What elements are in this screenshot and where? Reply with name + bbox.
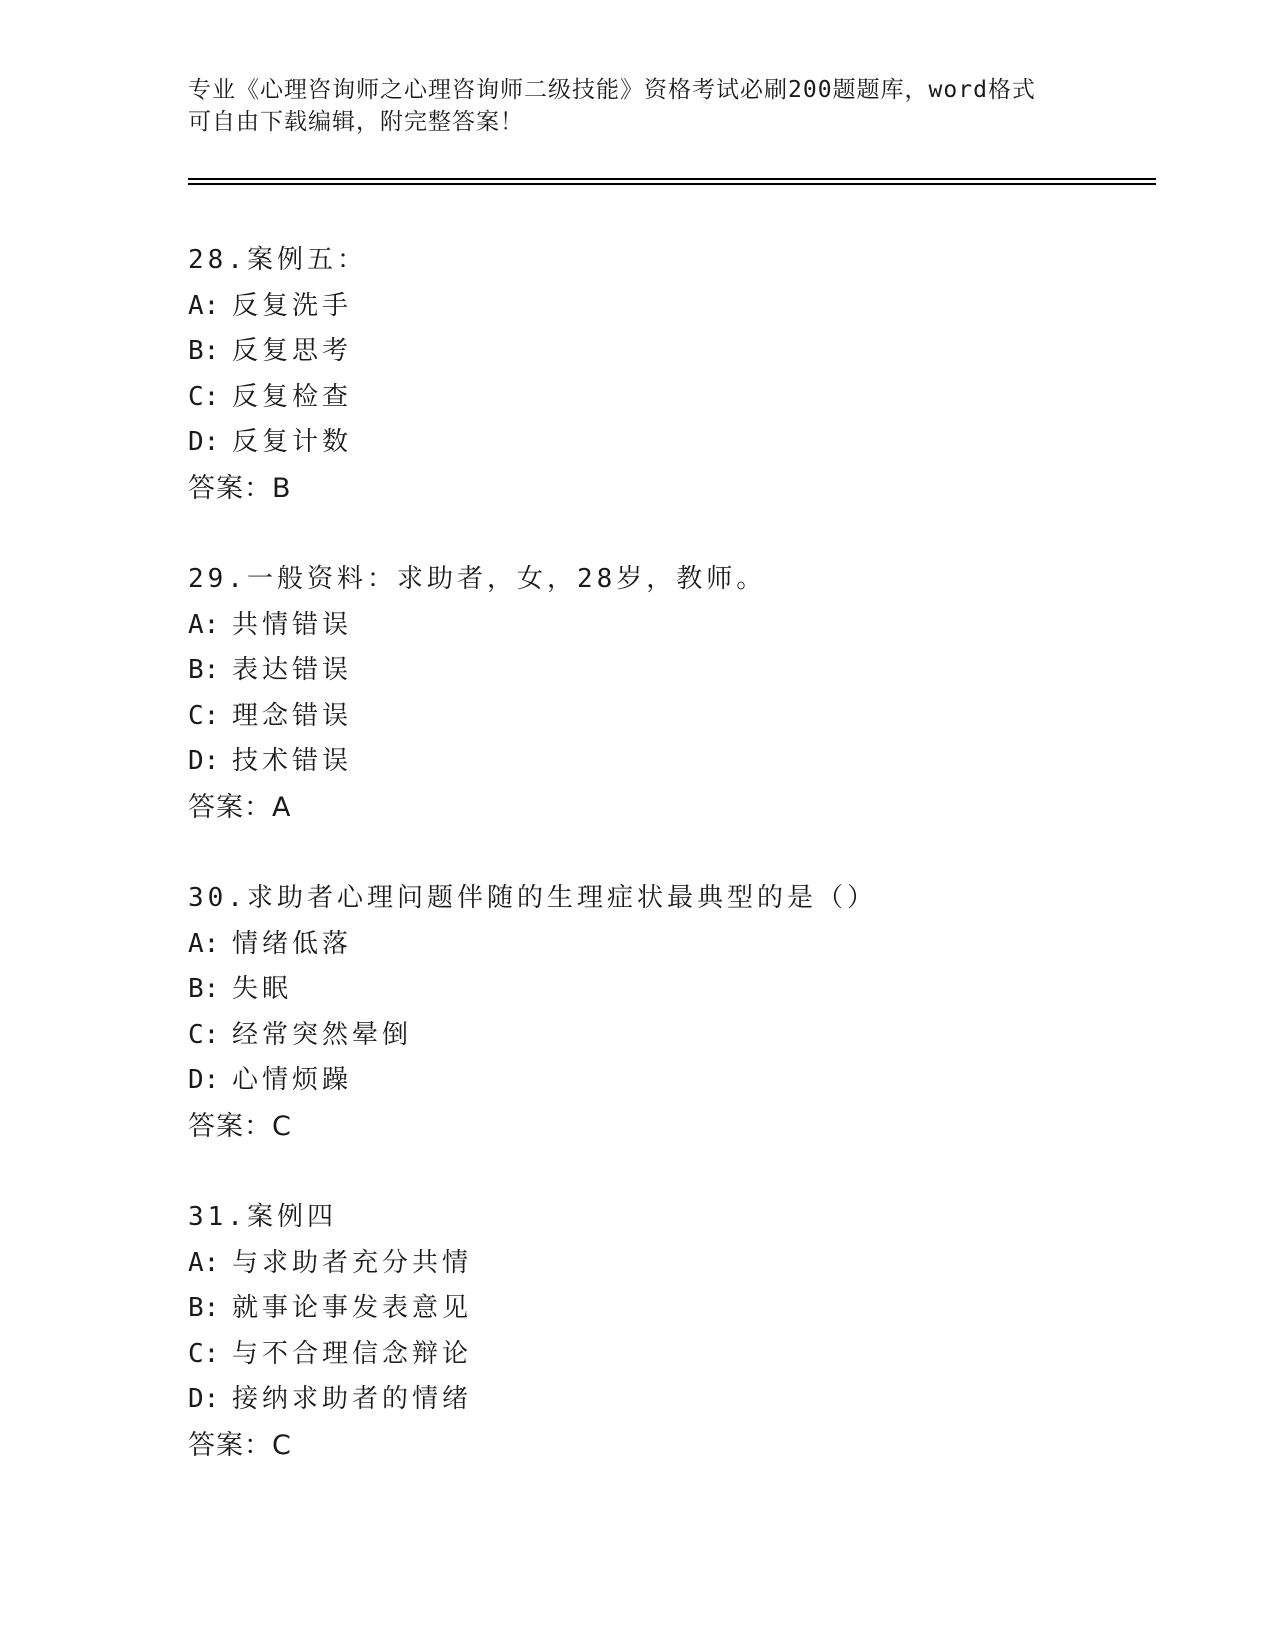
question-30 <box>188 876 1148 1149</box>
option-b <box>188 648 1148 694</box>
option-text: 就事论事发表意见 <box>232 1293 473 1323</box>
answer-line: 答案：C <box>188 1429 292 1461</box>
option-text: 接纳求助者的情绪 <box>232 1384 473 1414</box>
question-stem: 28.案例五： <box>188 245 367 275</box>
option-text: 反复检查 <box>232 381 353 412</box>
option-letter: C: <box>188 700 220 731</box>
option-letter: B: <box>188 336 220 366</box>
question-28 <box>188 238 1148 511</box>
option-text: 与不合理信念辩论 <box>232 1338 473 1369</box>
header-line-1: 专业《心理咨询师之心理咨询师二级技能》资格考试必刷200题题库，word格式 <box>188 77 1036 103</box>
option-text: 表达错误 <box>232 655 353 685</box>
option-letter: B: <box>188 655 220 685</box>
option-b <box>188 1286 1148 1332</box>
option-text: 理念错误 <box>232 700 353 731</box>
option-letter: A: <box>188 290 220 321</box>
option-b <box>188 329 1148 375</box>
answer-line: 答案：A <box>188 791 292 823</box>
option-d <box>188 420 1148 466</box>
option-text: 技术错误 <box>232 746 353 776</box>
option-b <box>188 967 1148 1013</box>
option-letter: D: <box>188 1065 220 1095</box>
option-text: 情绪低落 <box>232 928 353 959</box>
header-divider-bottom <box>188 183 1156 185</box>
answer-line: 答案：C <box>188 1110 292 1142</box>
question-stem: 31.案例四 <box>188 1202 337 1232</box>
option-a <box>188 284 1148 330</box>
option-text: 心情烦躁 <box>232 1065 353 1095</box>
option-text: 经常突然晕倒 <box>232 1019 413 1050</box>
option-letter: C: <box>188 1338 220 1369</box>
question-list <box>188 238 1148 1514</box>
option-letter: C: <box>188 1019 220 1050</box>
option-letter: A: <box>188 928 220 959</box>
option-d <box>188 1377 1148 1423</box>
answer-line: 答案：B <box>188 472 292 504</box>
question-31 <box>188 1195 1148 1468</box>
header-line-2: 可自由下载编辑，附完整答案！ <box>188 109 524 135</box>
option-text: 反复思考 <box>232 336 353 366</box>
document-header <box>188 74 1088 138</box>
option-d <box>188 739 1148 785</box>
option-letter: D: <box>188 427 220 457</box>
option-letter: A: <box>188 609 220 640</box>
option-d <box>188 1058 1148 1104</box>
question-29 <box>188 557 1148 830</box>
option-text: 失眠 <box>232 974 293 1004</box>
option-letter: D: <box>188 746 220 776</box>
question-stem: 30.求助者心理问题伴随的生理症状最典型的是（） <box>188 883 877 913</box>
option-letter: A: <box>188 1247 220 1278</box>
option-text: 反复计数 <box>232 427 353 457</box>
option-a <box>188 1241 1148 1287</box>
option-c <box>188 1013 1148 1059</box>
option-a <box>188 922 1148 968</box>
option-a <box>188 603 1148 649</box>
option-letter: C: <box>188 381 220 412</box>
option-letter: B: <box>188 974 220 1004</box>
option-c <box>188 694 1148 740</box>
option-text: 与求助者充分共情 <box>232 1247 473 1278</box>
option-c <box>188 1332 1148 1378</box>
option-letter: D: <box>188 1384 220 1414</box>
question-stem: 29.一般资料：求助者，女，28岁，教师。 <box>188 564 767 594</box>
option-c <box>188 375 1148 421</box>
option-text: 共情错误 <box>232 609 353 640</box>
option-letter: B: <box>188 1293 220 1323</box>
option-text: 反复洗手 <box>232 290 353 321</box>
header-divider-top <box>188 178 1156 180</box>
